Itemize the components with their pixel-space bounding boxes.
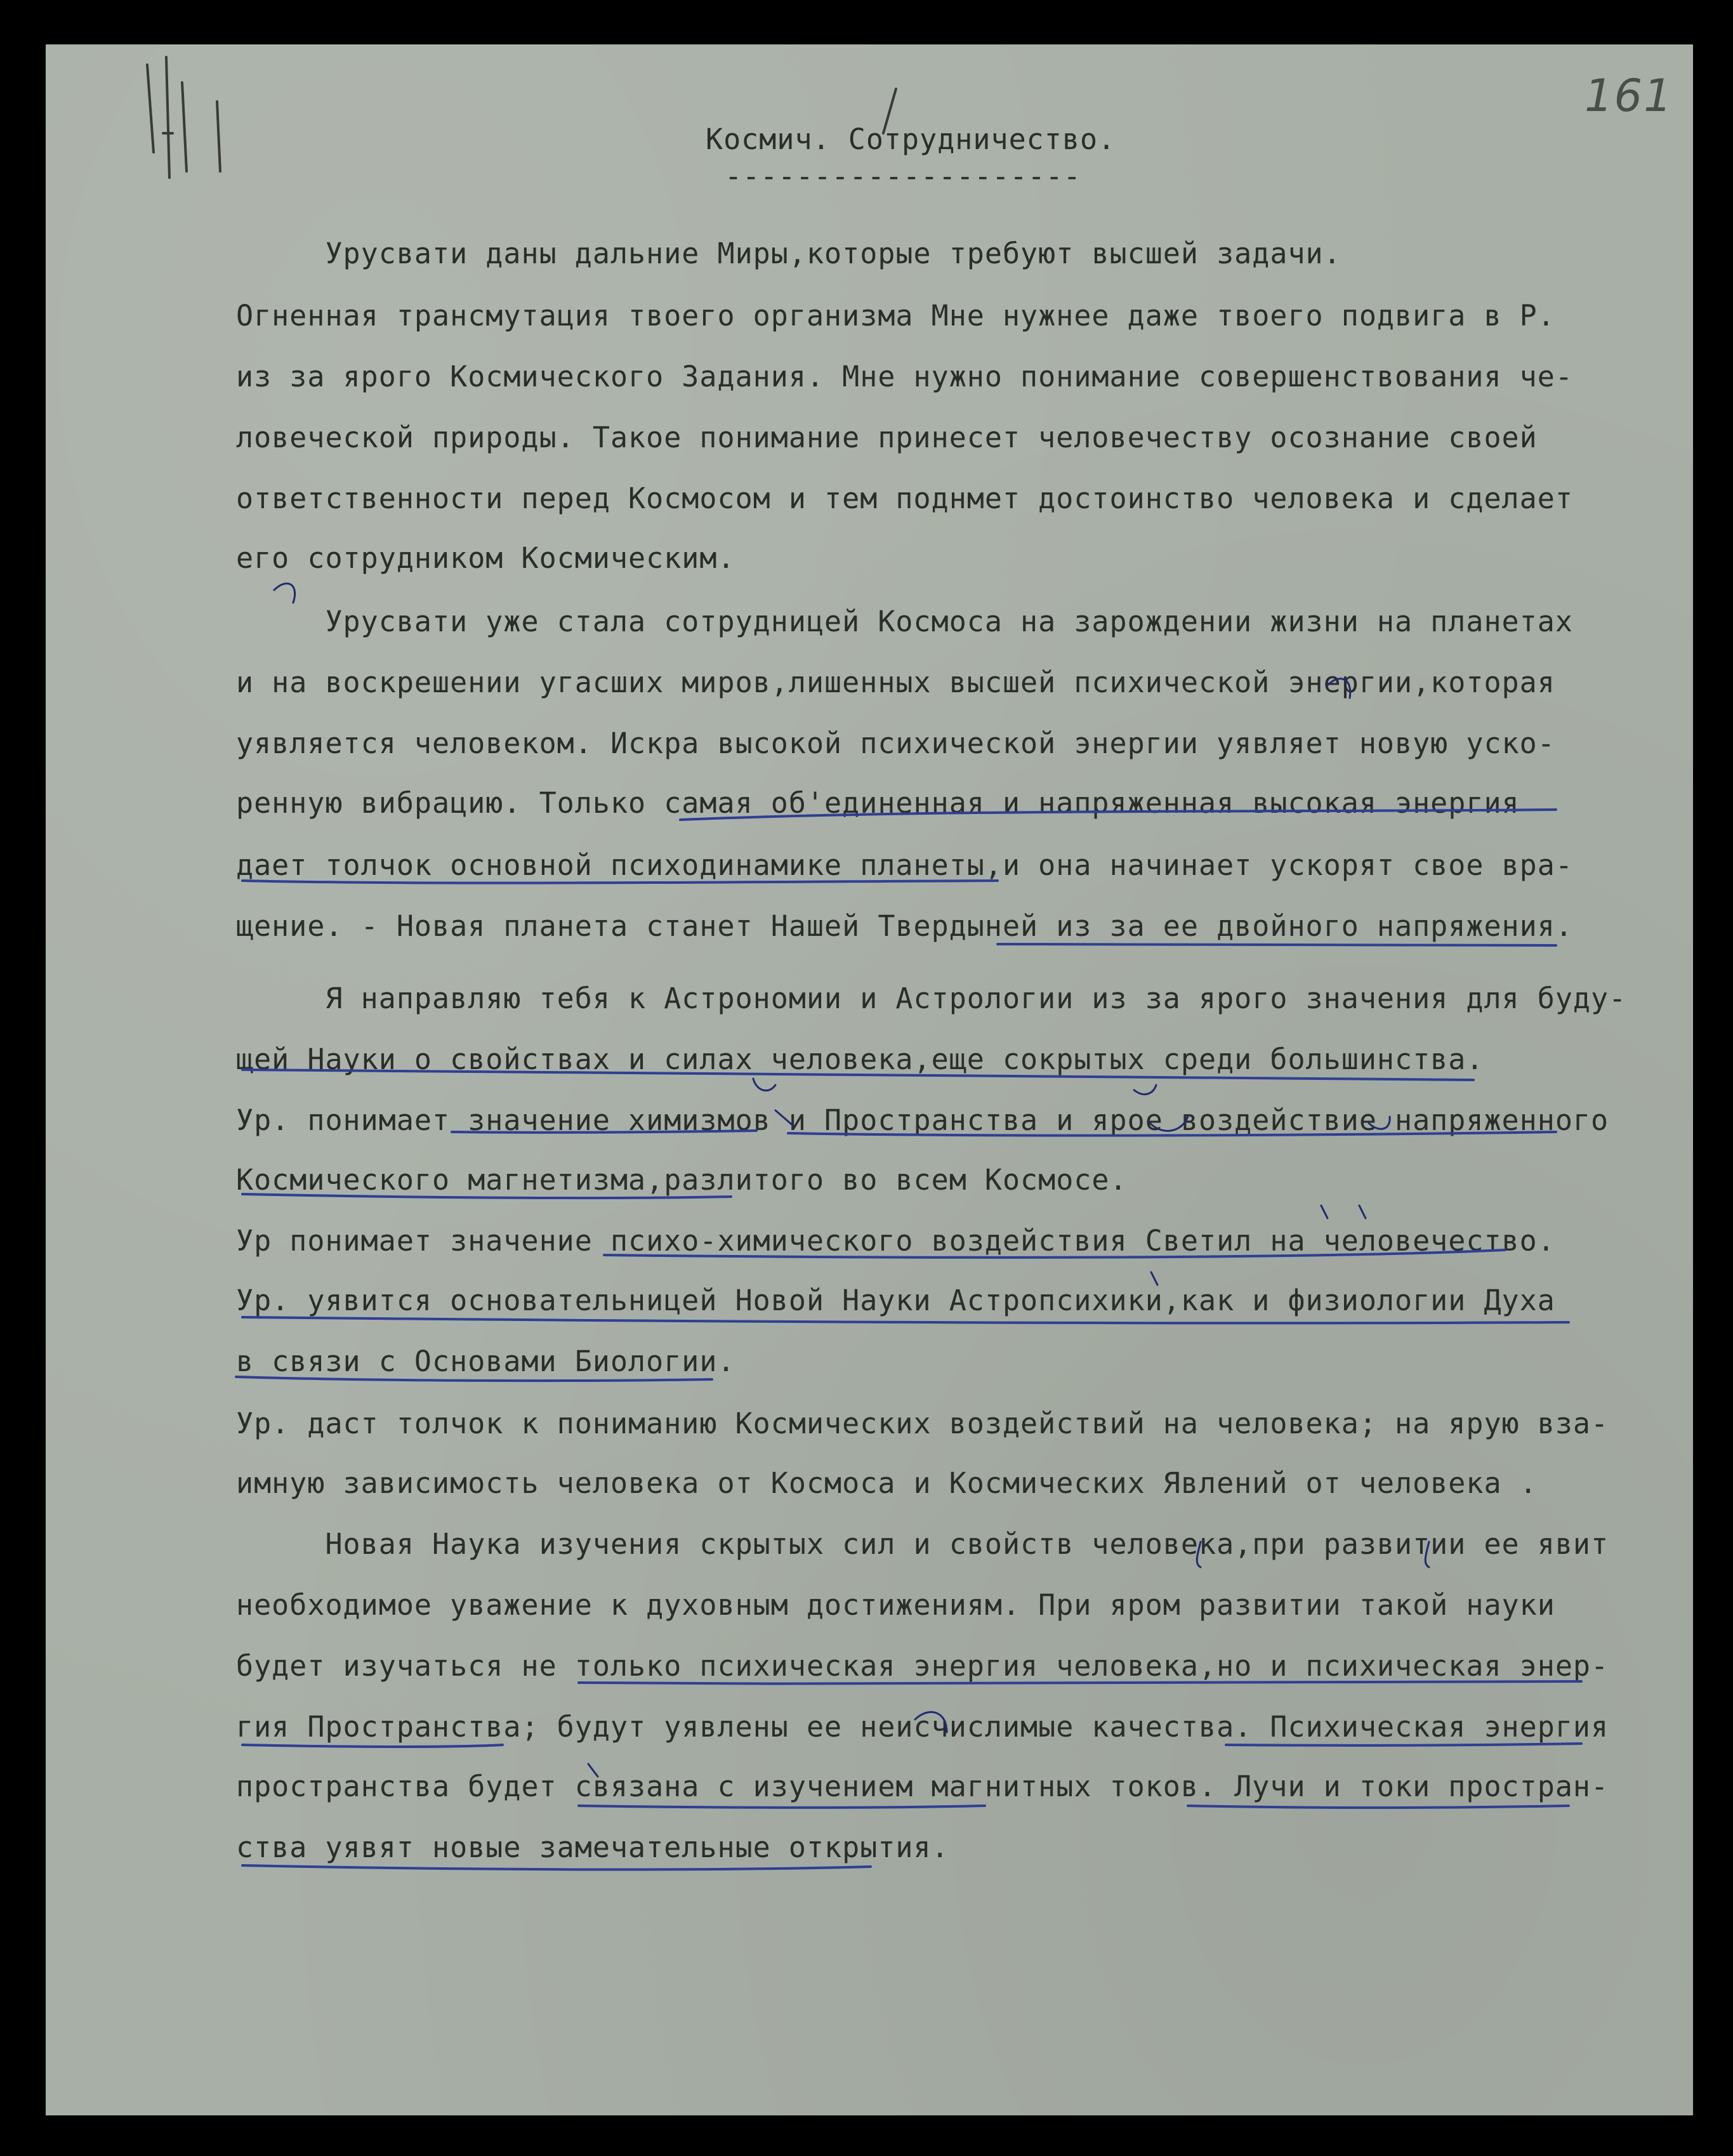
- body-line: и на воскрешении угасших миров,лишенных высшей психической энергии,которая: [236, 666, 1555, 699]
- body-line: из за ярого Космического Задания. Мне нужно понимание совершенствования че-: [236, 360, 1573, 393]
- body-line: в связи с Основами Биологии.: [236, 1344, 735, 1378]
- title-underline: --------------------: [725, 159, 1081, 193]
- body-line: Новая Наука изучения скрытых сил и свойств человека,при развитии ее явит: [236, 1527, 1609, 1561]
- body-line: щение. - Новая планета станет Нашей Твердыней из за ее двойного напряжения.: [236, 909, 1573, 943]
- body-line: Урусвати уже стала сотрудницей Космоса на зарождении жизни на планетах: [236, 605, 1573, 638]
- body-line: ловеческой природы. Такое понимание принесет человечеству осознание своей: [236, 421, 1538, 454]
- body-line: имную зависимость человека от Космоса и Космических Явлений от человека .: [236, 1466, 1538, 1500]
- body-line: его сотрудником Космическим.: [236, 541, 735, 575]
- body-line: гия Пространства; будут уявлены ее неисчислимые качества. Психическая энергия: [236, 1710, 1609, 1744]
- body-line: Ур. понимает значение химизмов и Пространства и ярое воздействие напряженного: [236, 1103, 1609, 1137]
- body-line: Я направляю тебя к Астрономии и Астрологии из за ярого значения для буду-: [236, 982, 1627, 1015]
- body-line: ства уявят новые замечательные открытия.: [236, 1831, 949, 1864]
- body-line: Ур. даст толчок к пониманию Космических воздействий на человека; на ярую вза-: [236, 1407, 1609, 1440]
- document-title: Космич. Сотрудничество.: [706, 122, 1116, 156]
- document-body: [46, 44, 1693, 2115]
- body-line: уявляется человеком. Искра высокой психической энергии уявляет новую уско-: [236, 726, 1555, 760]
- document-page: [46, 44, 1693, 2115]
- body-line: дает толчок основной психодинамике планеты,и она начинает ускорят свое вра-: [236, 848, 1573, 882]
- body-line: ренную вибрацию. Только самая об'единенная и напряженная высокая энергия: [236, 786, 1520, 820]
- body-line: Урусвати даны дальние Миры,которые требуют высшей задачи.: [236, 237, 1341, 270]
- body-line: необходимое уважение к духовным достижениям. При яром развитии такой науки: [236, 1588, 1555, 1622]
- body-line: ответственности перед Космосом и тем поднмет достоинство человека и сделает: [236, 482, 1573, 515]
- body-line: будет изучаться не только психическая энергия человека,но и психическая энер-: [236, 1649, 1609, 1683]
- body-line: Ур. уявится основательницей Новой Науки Астропсихики,как и физиологии Духа: [236, 1284, 1555, 1317]
- body-line: щей Науки о свойствах и силах человека,еще сокрытых среди большинства.: [236, 1042, 1484, 1076]
- archive-page-number: 161: [1585, 70, 1673, 122]
- body-line: пространства будет связана с изучением магнитных токов. Лучи и токи простран-: [236, 1770, 1609, 1803]
- body-line: Ур понимает значение психо-химического воздействия Светил на человечество.: [236, 1224, 1555, 1258]
- body-line: Космического магнетизма,разлитого во всем Космосе.: [236, 1163, 1128, 1197]
- body-line: Огненная трансмутация твоего организма Мне нужнее даже твоего подвига в Р.: [236, 299, 1555, 332]
